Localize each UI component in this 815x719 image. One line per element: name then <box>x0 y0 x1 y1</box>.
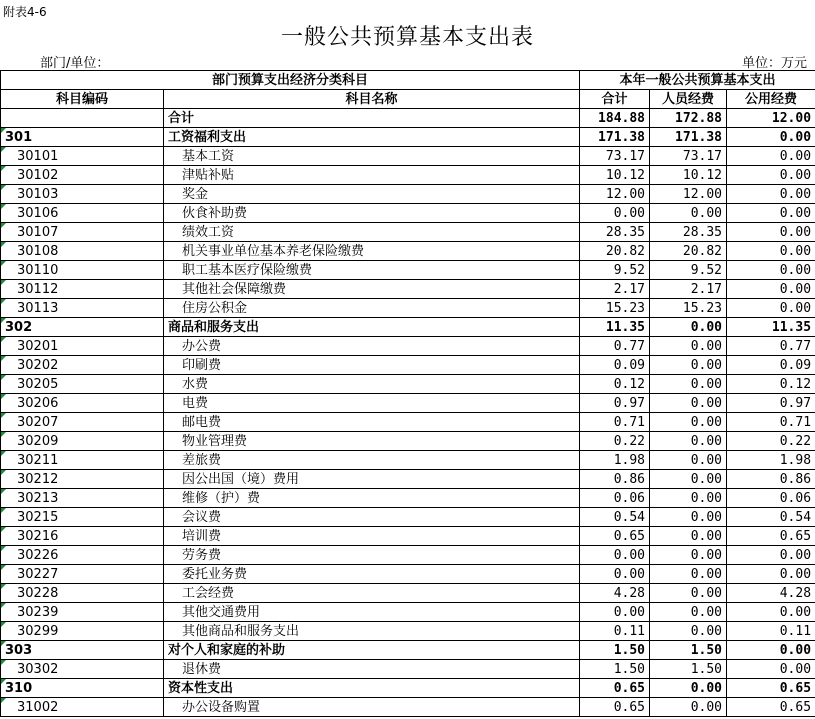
row-personnel: 0.00 <box>650 546 727 565</box>
row-code: 30239 <box>1 603 164 622</box>
cell-indicator-icon <box>1 261 6 266</box>
cell-indicator-icon <box>1 603 6 608</box>
table-row <box>1 622 815 641</box>
table-row <box>1 546 815 565</box>
cell-indicator-icon <box>1 470 6 475</box>
row-personnel: 0.00 <box>650 698 727 717</box>
row-name: 办公设备购置 <box>164 698 580 717</box>
cell-indicator-icon <box>1 356 6 361</box>
cell-indicator-icon <box>1 451 6 456</box>
row-name: 奖金 <box>164 185 580 204</box>
row-name: 职工基本医疗保险缴费 <box>164 261 580 280</box>
row-code: 30228 <box>1 584 164 603</box>
row-name: 其他商品和服务支出 <box>164 622 580 641</box>
total-row <box>1 109 815 128</box>
row-code: 30213 <box>1 489 164 508</box>
row-public: 0.00 <box>727 299 815 318</box>
row-personnel: 0.00 <box>650 356 727 375</box>
row-personnel: 0.00 <box>650 584 727 603</box>
table-row <box>1 527 815 546</box>
row-code: 30302 <box>1 660 164 679</box>
cell-indicator-icon <box>1 185 6 190</box>
cell-indicator-icon <box>1 128 6 133</box>
row-total: 1.98 <box>580 451 650 470</box>
row-name: 因公出国（境）费用 <box>164 470 580 489</box>
row-total: 0.11 <box>580 622 650 641</box>
row-personnel: 0.00 <box>650 508 727 527</box>
row-name: 住房公积金 <box>164 299 580 318</box>
row-name: 绩效工资 <box>164 223 580 242</box>
cell-indicator-icon <box>1 546 6 551</box>
table-row <box>1 242 815 261</box>
table-row <box>1 679 815 698</box>
row-personnel: 73.17 <box>650 147 727 166</box>
row-name: 工会经费 <box>164 584 580 603</box>
row-total: 0.77 <box>580 337 650 356</box>
row-personnel: 1.50 <box>650 660 727 679</box>
row-total: 0.00 <box>580 204 650 223</box>
row-total: 9.52 <box>580 261 650 280</box>
row-public: 0.00 <box>727 185 815 204</box>
row-public: 0.00 <box>727 280 815 299</box>
row-code: 30205 <box>1 375 164 394</box>
row-public: 0.86 <box>727 470 815 489</box>
row-total: 0.65 <box>580 698 650 717</box>
row-public: 0.00 <box>727 242 815 261</box>
table-row <box>1 356 815 375</box>
row-name: 劳务费 <box>164 546 580 565</box>
row-total: 0.09 <box>580 356 650 375</box>
table-row <box>1 166 815 185</box>
row-name: 其他交通费用 <box>164 603 580 622</box>
row-name: 退休费 <box>164 660 580 679</box>
table-row <box>1 584 815 603</box>
row-total: 73.17 <box>580 147 650 166</box>
row-name: 差旅费 <box>164 451 580 470</box>
row-public: 0.12 <box>727 375 815 394</box>
table-row <box>1 470 815 489</box>
row-personnel: 1.50 <box>650 641 727 660</box>
row-code: 30110 <box>1 261 164 280</box>
row-personnel: 2.17 <box>650 280 727 299</box>
table-row <box>1 603 815 622</box>
row-total: 171.38 <box>580 128 650 147</box>
row-code: 30101 <box>1 147 164 166</box>
header-name: 科目名称 <box>164 90 580 109</box>
row-public: 0.00 <box>727 128 815 147</box>
table-row <box>1 489 815 508</box>
cell-indicator-icon <box>1 622 6 627</box>
row-total: 0.06 <box>580 489 650 508</box>
row-personnel: 0.00 <box>650 622 727 641</box>
cell-indicator-icon <box>1 660 6 665</box>
total-code <box>1 109 164 128</box>
row-name: 印刷费 <box>164 356 580 375</box>
row-code: 30112 <box>1 280 164 299</box>
cell-indicator-icon <box>1 242 6 247</box>
appendix-note: 附表4-6 <box>3 5 47 19</box>
row-total: 12.00 <box>580 185 650 204</box>
row-public: 1.98 <box>727 451 815 470</box>
row-public: 0.00 <box>727 223 815 242</box>
row-public: 0.65 <box>727 698 815 717</box>
row-code: 30207 <box>1 413 164 432</box>
row-name: 水费 <box>164 375 580 394</box>
row-public: 0.65 <box>727 527 815 546</box>
row-name: 培训费 <box>164 527 580 546</box>
cell-indicator-icon <box>1 375 6 380</box>
row-total: 0.71 <box>580 413 650 432</box>
row-personnel: 28.35 <box>650 223 727 242</box>
row-total: 0.86 <box>580 470 650 489</box>
row-code: 30113 <box>1 299 164 318</box>
row-personnel: 0.00 <box>650 204 727 223</box>
row-total: 4.28 <box>580 584 650 603</box>
row-code: 30299 <box>1 622 164 641</box>
row-personnel: 0.00 <box>650 603 727 622</box>
row-public: 0.00 <box>727 603 815 622</box>
row-personnel: 0.00 <box>650 679 727 698</box>
row-code: 30212 <box>1 470 164 489</box>
total-total: 184.88 <box>580 109 650 128</box>
row-total: 0.22 <box>580 432 650 451</box>
cell-indicator-icon <box>1 147 6 152</box>
table-row <box>1 698 815 717</box>
cell-indicator-icon <box>1 527 6 532</box>
header-group-right: 本年一般公共预算基本支出 <box>580 71 815 90</box>
cell-indicator-icon <box>1 204 6 209</box>
total-public: 12.00 <box>727 109 815 128</box>
row-code: 31002 <box>1 698 164 717</box>
row-personnel: 9.52 <box>650 261 727 280</box>
row-name: 会议费 <box>164 508 580 527</box>
row-personnel: 0.00 <box>650 337 727 356</box>
row-personnel: 0.00 <box>650 318 727 337</box>
row-public: 0.00 <box>727 147 815 166</box>
row-public: 4.28 <box>727 584 815 603</box>
table-row <box>1 147 815 166</box>
cell-indicator-icon <box>1 679 6 684</box>
row-code: 30202 <box>1 356 164 375</box>
row-code: 30102 <box>1 166 164 185</box>
cell-indicator-icon <box>1 489 6 494</box>
row-public: 0.54 <box>727 508 815 527</box>
expenditure-table <box>0 70 815 717</box>
cell-indicator-icon <box>1 698 6 703</box>
cell-indicator-icon <box>1 337 6 342</box>
row-personnel: 10.12 <box>650 166 727 185</box>
row-code: 30226 <box>1 546 164 565</box>
row-name: 维修（护）费 <box>164 489 580 508</box>
row-total: 0.12 <box>580 375 650 394</box>
row-code: 301 <box>1 128 164 147</box>
cell-indicator-icon <box>1 299 6 304</box>
row-public: 0.00 <box>727 166 815 185</box>
table-row <box>1 413 815 432</box>
row-total: 0.65 <box>580 679 650 698</box>
row-total: 1.50 <box>580 660 650 679</box>
row-personnel: 20.82 <box>650 242 727 261</box>
row-public: 0.71 <box>727 413 815 432</box>
cell-indicator-icon <box>1 641 6 646</box>
table-row <box>1 204 815 223</box>
row-personnel: 0.00 <box>650 527 727 546</box>
row-name: 办公费 <box>164 337 580 356</box>
row-code: 302 <box>1 318 164 337</box>
row-name: 商品和服务支出 <box>164 318 580 337</box>
row-name: 资本性支出 <box>164 679 580 698</box>
row-personnel: 0.00 <box>650 432 727 451</box>
row-name: 电费 <box>164 394 580 413</box>
table-row <box>1 641 815 660</box>
row-name: 物业管理费 <box>164 432 580 451</box>
total-personnel: 172.88 <box>650 109 727 128</box>
row-public: 0.65 <box>727 679 815 698</box>
row-public: 0.22 <box>727 432 815 451</box>
row-name: 津贴补贴 <box>164 166 580 185</box>
cell-indicator-icon <box>1 394 6 399</box>
row-total: 1.50 <box>580 641 650 660</box>
row-name: 委托业务费 <box>164 565 580 584</box>
cell-indicator-icon <box>1 584 6 589</box>
table-row <box>1 375 815 394</box>
department-label: 部门/单位： <box>40 56 110 71</box>
row-personnel: 0.00 <box>650 489 727 508</box>
row-public: 0.00 <box>727 204 815 223</box>
row-public: 11.35 <box>727 318 815 337</box>
table-row <box>1 280 815 299</box>
header-group-left: 部门预算支出经济分类科目 <box>1 71 580 90</box>
table-row <box>1 223 815 242</box>
row-total: 20.82 <box>580 242 650 261</box>
cell-indicator-icon <box>1 166 6 171</box>
row-name: 机关事业单位基本养老保险缴费 <box>164 242 580 261</box>
row-total: 0.00 <box>580 546 650 565</box>
row-personnel: 171.38 <box>650 128 727 147</box>
row-personnel: 0.00 <box>650 565 727 584</box>
row-total: 0.97 <box>580 394 650 413</box>
table-row <box>1 318 815 337</box>
table-row <box>1 185 815 204</box>
cell-indicator-icon <box>1 280 6 285</box>
row-total: 0.65 <box>580 527 650 546</box>
table-row <box>1 565 815 584</box>
row-code: 30206 <box>1 394 164 413</box>
row-name: 基本工资 <box>164 147 580 166</box>
row-public: 0.77 <box>727 337 815 356</box>
row-code: 30209 <box>1 432 164 451</box>
table-row <box>1 337 815 356</box>
table-row <box>1 432 815 451</box>
total-name: 合计 <box>164 109 580 128</box>
row-personnel: 12.00 <box>650 185 727 204</box>
table-row <box>1 660 815 679</box>
header-total: 合计 <box>580 90 650 109</box>
row-code: 30216 <box>1 527 164 546</box>
row-code: 30107 <box>1 223 164 242</box>
row-public: 0.09 <box>727 356 815 375</box>
row-personnel: 0.00 <box>650 394 727 413</box>
row-personnel: 0.00 <box>650 375 727 394</box>
row-public: 0.97 <box>727 394 815 413</box>
row-public: 0.06 <box>727 489 815 508</box>
cell-indicator-icon <box>1 508 6 513</box>
cell-indicator-icon <box>1 432 6 437</box>
row-code: 30215 <box>1 508 164 527</box>
row-total: 0.00 <box>580 603 650 622</box>
row-public: 0.00 <box>727 261 815 280</box>
row-personnel: 15.23 <box>650 299 727 318</box>
row-code: 30103 <box>1 185 164 204</box>
header-code: 科目编码 <box>1 90 164 109</box>
row-name: 对个人和家庭的补助 <box>164 641 580 660</box>
row-code: 310 <box>1 679 164 698</box>
page-title: 一般公共预算基本支出表 <box>280 25 534 50</box>
row-personnel: 0.00 <box>650 413 727 432</box>
header-personnel: 人员经费 <box>650 90 727 109</box>
row-total: 11.35 <box>580 318 650 337</box>
row-code: 30108 <box>1 242 164 261</box>
row-name: 邮电费 <box>164 413 580 432</box>
cell-indicator-icon <box>1 565 6 570</box>
row-total: 0.54 <box>580 508 650 527</box>
table-row <box>1 394 815 413</box>
row-code: 30106 <box>1 204 164 223</box>
row-total: 28.35 <box>580 223 650 242</box>
row-total: 10.12 <box>580 166 650 185</box>
row-personnel: 0.00 <box>650 470 727 489</box>
row-total: 0.00 <box>580 565 650 584</box>
row-code: 30201 <box>1 337 164 356</box>
row-public: 0.11 <box>727 622 815 641</box>
row-public: 0.00 <box>727 641 815 660</box>
table-row <box>1 261 815 280</box>
table-row <box>1 128 815 147</box>
row-code: 30211 <box>1 451 164 470</box>
table-row <box>1 451 815 470</box>
header-column-row <box>1 90 815 109</box>
row-code: 30227 <box>1 565 164 584</box>
row-public: 0.00 <box>727 565 815 584</box>
row-public: 0.00 <box>727 546 815 565</box>
table-row <box>1 299 815 318</box>
header-public: 公用经费 <box>727 90 815 109</box>
row-name: 工资福利支出 <box>164 128 580 147</box>
header-group-row <box>1 71 815 90</box>
row-total: 2.17 <box>580 280 650 299</box>
row-public: 0.00 <box>727 660 815 679</box>
row-personnel: 0.00 <box>650 451 727 470</box>
cell-indicator-icon <box>1 223 6 228</box>
row-code: 303 <box>1 641 164 660</box>
row-name: 伙食补助费 <box>164 204 580 223</box>
cell-indicator-icon <box>1 413 6 418</box>
unit-label: 单位：万元 <box>741 56 807 71</box>
cell-indicator-icon <box>1 318 6 323</box>
row-total: 15.23 <box>580 299 650 318</box>
row-name: 其他社会保障缴费 <box>164 280 580 299</box>
table-row <box>1 508 815 527</box>
